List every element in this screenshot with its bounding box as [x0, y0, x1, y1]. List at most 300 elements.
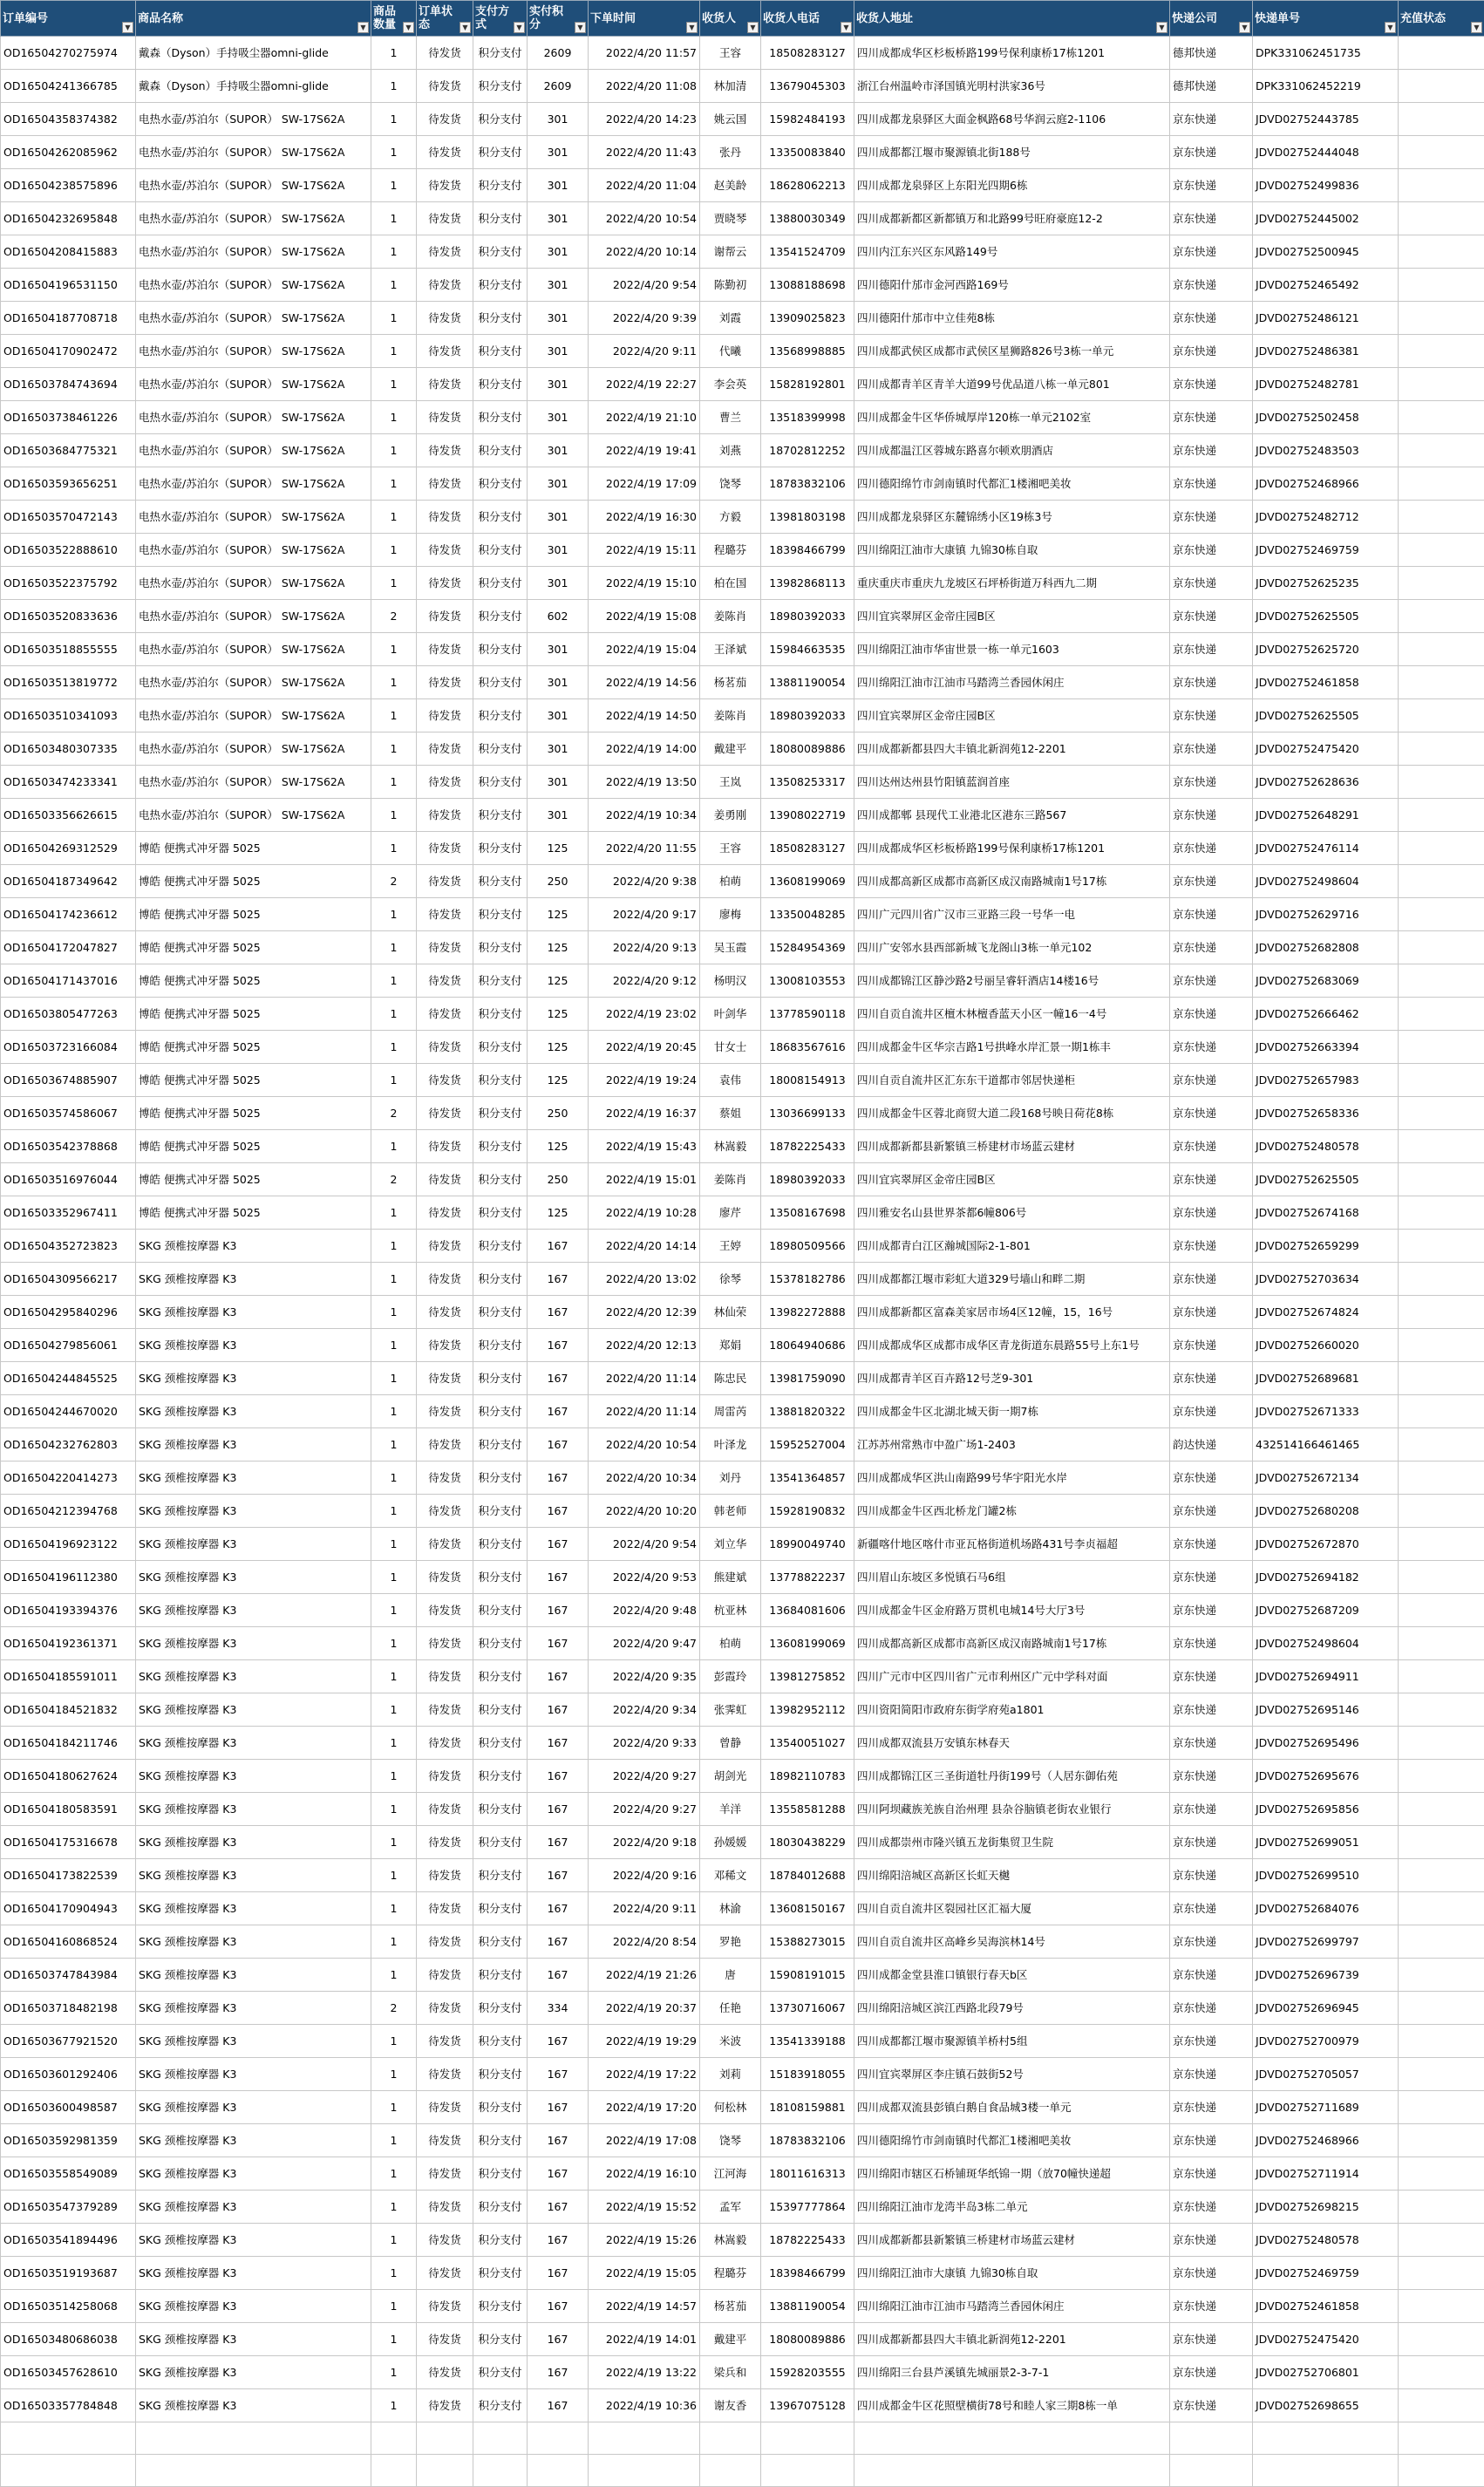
- cell-address[interactable]: 江苏苏州常熟市中盈广场1-2403: [854, 1428, 1170, 1462]
- cell-phone[interactable]: 15388273015: [761, 1925, 854, 1959]
- cell-phone[interactable]: 15928203555: [761, 2356, 854, 2389]
- cell-address[interactable]: 四川成都都江堰市彩虹大道329号墙山和畔二期: [854, 1263, 1170, 1296]
- cell-recharge-status[interactable]: [1399, 1594, 1484, 1627]
- cell-courier[interactable]: 韵达快递: [1170, 1428, 1253, 1462]
- cell-courier[interactable]: 京东快递: [1170, 1395, 1253, 1428]
- cell-payment-method[interactable]: 积分支付: [473, 1760, 528, 1793]
- cell-order-status[interactable]: 待发货: [417, 600, 473, 633]
- cell-recharge-status[interactable]: [1399, 103, 1484, 136]
- cell-recipient[interactable]: 林渝: [700, 1892, 761, 1925]
- cell-payment-method[interactable]: 积分支付: [473, 269, 528, 302]
- cell-recharge-status[interactable]: [1399, 2356, 1484, 2389]
- cell-quantity[interactable]: 1: [371, 1329, 417, 1362]
- cell-courier[interactable]: 京东快递: [1170, 766, 1253, 799]
- empty-cell[interactable]: [1170, 2422, 1253, 2455]
- cell-order-status[interactable]: 待发货: [417, 1892, 473, 1925]
- cell-product-name[interactable]: 电热水壶/苏泊尔（SUPOR） SW-17S62A: [136, 567, 371, 600]
- cell-recipient[interactable]: 韩老师: [700, 1495, 761, 1528]
- cell-quantity[interactable]: 1: [371, 1462, 417, 1495]
- cell-order-id[interactable]: OD16504241366785: [1, 70, 136, 103]
- cell-phone[interactable]: 18064940686: [761, 1329, 854, 1362]
- cell-order-id[interactable]: OD16504309566217: [1, 1263, 136, 1296]
- cell-product-name[interactable]: 电热水壶/苏泊尔（SUPOR） SW-17S62A: [136, 401, 371, 434]
- cell-order-id[interactable]: OD16503784743694: [1, 368, 136, 401]
- cell-recharge-status[interactable]: [1399, 1859, 1484, 1892]
- cell-product-name[interactable]: SKG 颈椎按摩器 K3: [136, 1760, 371, 1793]
- cell-address[interactable]: 四川成都都江堰市聚源镇北街188号: [854, 136, 1170, 169]
- cell-recipient[interactable]: 刘莉: [700, 2058, 761, 2091]
- cell-phone[interactable]: 13880030349: [761, 202, 854, 235]
- empty-cell[interactable]: [371, 2455, 417, 2487]
- cell-order-status[interactable]: 待发货: [417, 1925, 473, 1959]
- cell-recipient[interactable]: 吴玉霞: [700, 931, 761, 964]
- cell-product-name[interactable]: SKG 颈椎按摩器 K3: [136, 2224, 371, 2257]
- cell-payment-method[interactable]: 积分支付: [473, 1196, 528, 1230]
- cell-points[interactable]: 301: [528, 368, 589, 401]
- cell-quantity[interactable]: 1: [371, 1230, 417, 1263]
- cell-payment-method[interactable]: 积分支付: [473, 335, 528, 368]
- cell-address[interactable]: 四川德阳什邡市金河西路169号: [854, 269, 1170, 302]
- cell-tracking-number[interactable]: JDVD02752698215: [1253, 2191, 1399, 2224]
- cell-tracking-number[interactable]: JDVD02752480578: [1253, 2224, 1399, 2257]
- cell-payment-method[interactable]: 积分支付: [473, 1992, 528, 2025]
- cell-courier[interactable]: 京东快递: [1170, 964, 1253, 998]
- cell-points[interactable]: 167: [528, 1462, 589, 1495]
- cell-quantity[interactable]: 1: [371, 1826, 417, 1859]
- cell-courier[interactable]: 德邦快递: [1170, 37, 1253, 70]
- cell-quantity[interactable]: 2: [371, 865, 417, 898]
- cell-order-status[interactable]: 待发货: [417, 1428, 473, 1462]
- cell-phone[interactable]: 13981275852: [761, 1660, 854, 1693]
- cell-address[interactable]: 四川绵阳江油市江油市马踏湾兰香园休闲庄: [854, 666, 1170, 699]
- cell-recharge-status[interactable]: [1399, 169, 1484, 202]
- cell-product-name[interactable]: SKG 颈椎按摩器 K3: [136, 2389, 371, 2422]
- cell-order-status[interactable]: 待发货: [417, 666, 473, 699]
- cell-order-time[interactable]: 2022/4/20 14:23: [589, 103, 700, 136]
- cell-order-status[interactable]: 待发货: [417, 1627, 473, 1660]
- cell-address[interactable]: 四川宜宾翠屏区李庄镇石鼓街52号: [854, 2058, 1170, 2091]
- cell-order-time[interactable]: 2022/4/19 14:57: [589, 2290, 700, 2323]
- cell-courier[interactable]: 京东快递: [1170, 1130, 1253, 1163]
- cell-courier[interactable]: 京东快递: [1170, 2058, 1253, 2091]
- cell-order-time[interactable]: 2022/4/19 19:41: [589, 434, 700, 467]
- cell-points[interactable]: 2609: [528, 37, 589, 70]
- cell-recipient[interactable]: 林仙荣: [700, 1296, 761, 1329]
- cell-courier[interactable]: 京东快递: [1170, 1925, 1253, 1959]
- cell-order-id[interactable]: OD16504193394376: [1, 1594, 136, 1627]
- cell-recharge-status[interactable]: [1399, 1892, 1484, 1925]
- cell-order-status[interactable]: 待发货: [417, 1064, 473, 1097]
- cell-order-status[interactable]: 待发货: [417, 1594, 473, 1627]
- cell-points[interactable]: 301: [528, 501, 589, 534]
- cell-product-name[interactable]: SKG 颈椎按摩器 K3: [136, 2124, 371, 2157]
- cell-order-id[interactable]: OD16504180627624: [1, 1760, 136, 1793]
- cell-courier[interactable]: 京东快递: [1170, 534, 1253, 567]
- cell-product-name[interactable]: 博皓 便携式冲牙器 5025: [136, 865, 371, 898]
- cell-courier[interactable]: 京东快递: [1170, 2356, 1253, 2389]
- cell-payment-method[interactable]: 积分支付: [473, 235, 528, 269]
- cell-recharge-status[interactable]: [1399, 964, 1484, 998]
- cell-order-id[interactable]: OD16503519193687: [1, 2257, 136, 2290]
- cell-recharge-status[interactable]: [1399, 1230, 1484, 1263]
- cell-tracking-number[interactable]: JDVD02752671333: [1253, 1395, 1399, 1428]
- cell-order-status[interactable]: 待发货: [417, 534, 473, 567]
- cell-address[interactable]: 四川成都青羊区百卉路12号芝9-301: [854, 1362, 1170, 1395]
- cell-quantity[interactable]: 1: [371, 501, 417, 534]
- cell-recharge-status[interactable]: [1399, 2091, 1484, 2124]
- cell-phone[interactable]: 18508283127: [761, 832, 854, 865]
- cell-product-name[interactable]: 电热水壶/苏泊尔（SUPOR） SW-17S62A: [136, 202, 371, 235]
- cell-recharge-status[interactable]: [1399, 832, 1484, 865]
- cell-tracking-number[interactable]: JDVD02752687209: [1253, 1594, 1399, 1627]
- cell-tracking-number[interactable]: JDVD02752443785: [1253, 103, 1399, 136]
- cell-recipient[interactable]: 程璐芬: [700, 2257, 761, 2290]
- cell-payment-method[interactable]: 积分支付: [473, 1395, 528, 1428]
- cell-order-status[interactable]: 待发货: [417, 1031, 473, 1064]
- cell-recipient[interactable]: 廖芹: [700, 1196, 761, 1230]
- cell-order-id[interactable]: OD16504295840296: [1, 1296, 136, 1329]
- cell-recipient[interactable]: 何松林: [700, 2091, 761, 2124]
- cell-address[interactable]: 四川成都郫 县现代工业港北区港东三路567: [854, 799, 1170, 832]
- cell-recharge-status[interactable]: [1399, 1727, 1484, 1760]
- cell-points[interactable]: 301: [528, 136, 589, 169]
- cell-tracking-number[interactable]: JDVD02752703634: [1253, 1263, 1399, 1296]
- cell-product-name[interactable]: SKG 颈椎按摩器 K3: [136, 1263, 371, 1296]
- cell-order-status[interactable]: 待发货: [417, 2290, 473, 2323]
- cell-payment-method[interactable]: 积分支付: [473, 600, 528, 633]
- cell-tracking-number[interactable]: JDVD02752461858: [1253, 666, 1399, 699]
- cell-courier[interactable]: 京东快递: [1170, 898, 1253, 931]
- cell-courier[interactable]: 京东快递: [1170, 1892, 1253, 1925]
- cell-order-time[interactable]: 2022/4/19 22:27: [589, 368, 700, 401]
- cell-order-id[interactable]: OD16504175316678: [1, 1826, 136, 1859]
- filter-dropdown-icon[interactable]: ▼: [1156, 22, 1167, 33]
- cell-tracking-number[interactable]: JDVD02752700979: [1253, 2025, 1399, 2058]
- cell-phone[interactable]: 13508253317: [761, 766, 854, 799]
- cell-address[interactable]: 四川成都锦江区静沙路2号丽呈睿轩酒店14楼16号: [854, 964, 1170, 998]
- cell-product-name[interactable]: 电热水壶/苏泊尔（SUPOR） SW-17S62A: [136, 699, 371, 732]
- cell-address[interactable]: 四川成都武侯区成都市武侯区星狮路826号3栋一单元: [854, 335, 1170, 368]
- cell-order-time[interactable]: 2022/4/20 9:38: [589, 865, 700, 898]
- cell-courier[interactable]: 京东快递: [1170, 1561, 1253, 1594]
- cell-phone[interactable]: 13981803198: [761, 501, 854, 534]
- cell-order-status[interactable]: 待发货: [417, 401, 473, 434]
- cell-order-id[interactable]: OD16503805477263: [1, 998, 136, 1031]
- cell-recharge-status[interactable]: [1399, 467, 1484, 501]
- cell-product-name[interactable]: SKG 颈椎按摩器 K3: [136, 1727, 371, 1760]
- cell-recipient[interactable]: 孟军: [700, 2191, 761, 2224]
- cell-order-status[interactable]: 待发货: [417, 633, 473, 666]
- cell-recharge-status[interactable]: [1399, 2058, 1484, 2091]
- cell-product-name[interactable]: 电热水壶/苏泊尔（SUPOR） SW-17S62A: [136, 633, 371, 666]
- cell-courier[interactable]: 京东快递: [1170, 235, 1253, 269]
- cell-order-time[interactable]: 2022/4/20 10:54: [589, 202, 700, 235]
- cell-product-name[interactable]: 电热水壶/苏泊尔（SUPOR） SW-17S62A: [136, 434, 371, 467]
- cell-product-name[interactable]: SKG 颈椎按摩器 K3: [136, 2025, 371, 2058]
- cell-order-time[interactable]: 2022/4/20 9:13: [589, 931, 700, 964]
- cell-product-name[interactable]: 博皓 便携式冲牙器 5025: [136, 1163, 371, 1196]
- cell-courier[interactable]: 京东快递: [1170, 2124, 1253, 2157]
- cell-recharge-status[interactable]: [1399, 2389, 1484, 2422]
- cell-recipient[interactable]: 李会英: [700, 368, 761, 401]
- cell-tracking-number[interactable]: JDVD02752682808: [1253, 931, 1399, 964]
- cell-points[interactable]: 301: [528, 699, 589, 732]
- cell-product-name[interactable]: 电热水壶/苏泊尔（SUPOR） SW-17S62A: [136, 534, 371, 567]
- cell-order-id[interactable]: OD16503723166084: [1, 1031, 136, 1064]
- cell-product-name[interactable]: SKG 颈椎按摩器 K3: [136, 1859, 371, 1892]
- cell-tracking-number[interactable]: JDVD02752695856: [1253, 1793, 1399, 1826]
- cell-order-id[interactable]: OD16504232762803: [1, 1428, 136, 1462]
- cell-order-status[interactable]: 待发货: [417, 368, 473, 401]
- cell-tracking-number[interactable]: JDVD02752469759: [1253, 534, 1399, 567]
- cell-tracking-number[interactable]: 432514166461465: [1253, 1428, 1399, 1462]
- cell-order-status[interactable]: 待发货: [417, 2389, 473, 2422]
- cell-points[interactable]: 167: [528, 1263, 589, 1296]
- cell-address[interactable]: 四川德阳什邡市中立佳苑8栋: [854, 302, 1170, 335]
- cell-product-name[interactable]: SKG 颈椎按摩器 K3: [136, 1395, 371, 1428]
- cell-order-id[interactable]: OD16504187349642: [1, 865, 136, 898]
- cell-phone[interactable]: 18702812252: [761, 434, 854, 467]
- cell-quantity[interactable]: 1: [371, 766, 417, 799]
- cell-order-status[interactable]: 待发货: [417, 501, 473, 534]
- cell-recharge-status[interactable]: [1399, 2124, 1484, 2157]
- cell-phone[interactable]: 13608199069: [761, 865, 854, 898]
- cell-payment-method[interactable]: 积分支付: [473, 2157, 528, 2191]
- cell-order-time[interactable]: 2022/4/19 15:43: [589, 1130, 700, 1163]
- cell-recipient[interactable]: 刘霞: [700, 302, 761, 335]
- cell-payment-method[interactable]: 积分支付: [473, 666, 528, 699]
- cell-payment-method[interactable]: 积分支付: [473, 1959, 528, 1992]
- cell-tracking-number[interactable]: JDVD02752696945: [1253, 1992, 1399, 2025]
- cell-points[interactable]: 301: [528, 202, 589, 235]
- cell-payment-method[interactable]: 积分支付: [473, 169, 528, 202]
- cell-points[interactable]: 167: [528, 1594, 589, 1627]
- cell-order-status[interactable]: 待发货: [417, 699, 473, 732]
- cell-phone[interactable]: 13881190054: [761, 2290, 854, 2323]
- cell-points[interactable]: 167: [528, 1495, 589, 1528]
- cell-address[interactable]: 四川资阳简阳市政府东街学府苑a1801: [854, 1693, 1170, 1727]
- cell-order-status[interactable]: 待发货: [417, 70, 473, 103]
- cell-payment-method[interactable]: 积分支付: [473, 103, 528, 136]
- cell-courier[interactable]: 京东快递: [1170, 2323, 1253, 2356]
- cell-recharge-status[interactable]: [1399, 998, 1484, 1031]
- cell-order-status[interactable]: 待发货: [417, 202, 473, 235]
- cell-order-id[interactable]: OD16503474233341: [1, 766, 136, 799]
- cell-order-time[interactable]: 2022/4/19 21:26: [589, 1959, 700, 1992]
- cell-quantity[interactable]: 1: [371, 2058, 417, 2091]
- cell-address[interactable]: 四川成都高新区成都市高新区成汉南路城南1号17栋: [854, 1627, 1170, 1660]
- cell-quantity[interactable]: 1: [371, 1362, 417, 1395]
- empty-cell[interactable]: [761, 2455, 854, 2487]
- cell-recipient[interactable]: 戴建平: [700, 732, 761, 766]
- cell-address[interactable]: 四川成都温江区蓉城东路喜尔顿欢朋酒店: [854, 434, 1170, 467]
- cell-order-id[interactable]: OD16503674885907: [1, 1064, 136, 1097]
- cell-recharge-status[interactable]: [1399, 269, 1484, 302]
- cell-quantity[interactable]: 1: [371, 2091, 417, 2124]
- cell-product-name[interactable]: SKG 颈椎按摩器 K3: [136, 1959, 371, 1992]
- empty-cell[interactable]: [417, 2455, 473, 2487]
- cell-points[interactable]: 167: [528, 2058, 589, 2091]
- cell-order-id[interactable]: OD16504212394768: [1, 1495, 136, 1528]
- cell-order-id[interactable]: OD16503541894496: [1, 2224, 136, 2257]
- cell-payment-method[interactable]: 积分支付: [473, 766, 528, 799]
- cell-address[interactable]: 四川成都青白江区瀚城国际2-1-801: [854, 1230, 1170, 1263]
- cell-points[interactable]: 167: [528, 1859, 589, 1892]
- cell-quantity[interactable]: 2: [371, 1992, 417, 2025]
- cell-recharge-status[interactable]: [1399, 1627, 1484, 1660]
- cell-order-id[interactable]: OD16504244670020: [1, 1395, 136, 1428]
- cell-product-name[interactable]: SKG 颈椎按摩器 K3: [136, 1428, 371, 1462]
- cell-recharge-status[interactable]: [1399, 501, 1484, 534]
- cell-quantity[interactable]: 1: [371, 1959, 417, 1992]
- cell-order-status[interactable]: 待发货: [417, 1693, 473, 1727]
- cell-order-status[interactable]: 待发货: [417, 1859, 473, 1892]
- cell-order-id[interactable]: OD16503738461226: [1, 401, 136, 434]
- cell-recipient[interactable]: 饶琴: [700, 2124, 761, 2157]
- cell-quantity[interactable]: 1: [371, 401, 417, 434]
- cell-tracking-number[interactable]: JDVD02752500945: [1253, 235, 1399, 269]
- cell-recharge-status[interactable]: [1399, 732, 1484, 766]
- cell-recipient[interactable]: 曹兰: [700, 401, 761, 434]
- cell-product-name[interactable]: 电热水壶/苏泊尔（SUPOR） SW-17S62A: [136, 269, 371, 302]
- cell-courier[interactable]: 京东快递: [1170, 1826, 1253, 1859]
- cell-courier[interactable]: 京东快递: [1170, 600, 1253, 633]
- cell-order-id[interactable]: OD16504180583591: [1, 1793, 136, 1826]
- cell-tracking-number[interactable]: JDVD02752699797: [1253, 1925, 1399, 1959]
- cell-order-time[interactable]: 2022/4/20 13:02: [589, 1263, 700, 1296]
- cell-courier[interactable]: 京东快递: [1170, 1859, 1253, 1892]
- cell-recharge-status[interactable]: [1399, 2157, 1484, 2191]
- cell-quantity[interactable]: 1: [371, 1196, 417, 1230]
- cell-payment-method[interactable]: 积分支付: [473, 633, 528, 666]
- cell-courier[interactable]: 京东快递: [1170, 799, 1253, 832]
- cell-quantity[interactable]: 1: [371, 633, 417, 666]
- cell-points[interactable]: 125: [528, 1196, 589, 1230]
- cell-recipient[interactable]: 谢友香: [700, 2389, 761, 2422]
- cell-address[interactable]: 四川自贡自流井区高峰乡吴海滨林14号: [854, 1925, 1170, 1959]
- cell-payment-method[interactable]: 积分支付: [473, 1528, 528, 1561]
- cell-courier[interactable]: 京东快递: [1170, 732, 1253, 766]
- cell-recharge-status[interactable]: [1399, 1760, 1484, 1793]
- cell-order-status[interactable]: 待发货: [417, 1528, 473, 1561]
- cell-product-name[interactable]: SKG 颈椎按摩器 K3: [136, 2323, 371, 2356]
- cell-points[interactable]: 167: [528, 1627, 589, 1660]
- cell-points[interactable]: 167: [528, 1296, 589, 1329]
- cell-courier[interactable]: 京东快递: [1170, 832, 1253, 865]
- cell-product-name[interactable]: 电热水壶/苏泊尔（SUPOR） SW-17S62A: [136, 732, 371, 766]
- cell-order-status[interactable]: 待发货: [417, 766, 473, 799]
- cell-order-id[interactable]: OD16503457628610: [1, 2356, 136, 2389]
- cell-order-status[interactable]: 待发货: [417, 1130, 473, 1163]
- cell-recharge-status[interactable]: [1399, 2025, 1484, 2058]
- empty-cell[interactable]: [473, 2422, 528, 2455]
- cell-phone[interactable]: 15952527004: [761, 1428, 854, 1462]
- cell-recharge-status[interactable]: [1399, 1925, 1484, 1959]
- cell-order-time[interactable]: 2022/4/19 16:10: [589, 2157, 700, 2191]
- cell-courier[interactable]: 京东快递: [1170, 202, 1253, 235]
- cell-payment-method[interactable]: 积分支付: [473, 1362, 528, 1395]
- cell-courier[interactable]: 京东快递: [1170, 998, 1253, 1031]
- cell-address[interactable]: 四川成都锦江区三圣街道牡丹街199号（人居东御佑苑: [854, 1760, 1170, 1793]
- cell-order-status[interactable]: 待发货: [417, 2356, 473, 2389]
- cell-payment-method[interactable]: 积分支付: [473, 1064, 528, 1097]
- cell-tracking-number[interactable]: JDVD02752711689: [1253, 2091, 1399, 2124]
- cell-courier[interactable]: 京东快递: [1170, 1693, 1253, 1727]
- cell-order-time[interactable]: 2022/4/19 15:05: [589, 2257, 700, 2290]
- cell-quantity[interactable]: 1: [371, 1760, 417, 1793]
- cell-order-time[interactable]: 2022/4/19 20:37: [589, 1992, 700, 2025]
- cell-payment-method[interactable]: 积分支付: [473, 1826, 528, 1859]
- cell-payment-method[interactable]: 积分支付: [473, 1727, 528, 1760]
- cell-order-id[interactable]: OD16504279856061: [1, 1329, 136, 1362]
- cell-courier[interactable]: 京东快递: [1170, 567, 1253, 600]
- cell-recipient[interactable]: 代曦: [700, 335, 761, 368]
- empty-cell[interactable]: [1170, 2455, 1253, 2487]
- cell-quantity[interactable]: 1: [371, 1561, 417, 1594]
- cell-address[interactable]: 四川自贡自流井区檀木林檀香蓝天小区一幢16一4号: [854, 998, 1170, 1031]
- empty-cell[interactable]: [700, 2455, 761, 2487]
- cell-phone[interactable]: 15828192801: [761, 368, 854, 401]
- cell-order-id[interactable]: OD16503522888610: [1, 534, 136, 567]
- cell-tracking-number[interactable]: JDVD02752625720: [1253, 633, 1399, 666]
- cell-address[interactable]: 四川眉山东坡区多悦镇石马6组: [854, 1561, 1170, 1594]
- cell-order-time[interactable]: 2022/4/20 9:11: [589, 335, 700, 368]
- cell-tracking-number[interactable]: JDVD02752674824: [1253, 1296, 1399, 1329]
- cell-address[interactable]: 四川德阳绵竹市剑南镇时代都汇1楼湘吧美妆: [854, 2124, 1170, 2157]
- empty-cell[interactable]: [528, 2422, 589, 2455]
- cell-phone[interactable]: 15982484193: [761, 103, 854, 136]
- cell-order-time[interactable]: 2022/4/19 19:29: [589, 2025, 700, 2058]
- cell-payment-method[interactable]: 积分支付: [473, 2025, 528, 2058]
- cell-address[interactable]: 四川绵阳江油市龙湾半岛3栋二单元: [854, 2191, 1170, 2224]
- cell-order-status[interactable]: 待发货: [417, 1362, 473, 1395]
- cell-product-name[interactable]: 电热水壶/苏泊尔（SUPOR） SW-17S62A: [136, 335, 371, 368]
- cell-recipient[interactable]: 杨茗茄: [700, 666, 761, 699]
- filter-dropdown-icon[interactable]: ▼: [1471, 22, 1482, 33]
- cell-address[interactable]: 四川成都金堂县淮口镇银行春天b区: [854, 1959, 1170, 1992]
- cell-courier[interactable]: 京东快递: [1170, 1793, 1253, 1826]
- cell-order-time[interactable]: 2022/4/19 17:08: [589, 2124, 700, 2157]
- cell-product-name[interactable]: 电热水壶/苏泊尔（SUPOR） SW-17S62A: [136, 467, 371, 501]
- cell-phone[interactable]: 13778590118: [761, 998, 854, 1031]
- cell-order-status[interactable]: 待发货: [417, 732, 473, 766]
- cell-tracking-number[interactable]: JDVD02752625235: [1253, 567, 1399, 600]
- cell-tracking-number[interactable]: JDVD02752629716: [1253, 898, 1399, 931]
- cell-recharge-status[interactable]: [1399, 865, 1484, 898]
- cell-order-time[interactable]: 2022/4/20 9:16: [589, 1859, 700, 1892]
- cell-order-status[interactable]: 待发货: [417, 335, 473, 368]
- cell-points[interactable]: 167: [528, 1428, 589, 1462]
- cell-tracking-number[interactable]: JDVD02752625505: [1253, 699, 1399, 732]
- cell-payment-method[interactable]: 积分支付: [473, 1230, 528, 1263]
- cell-quantity[interactable]: 1: [371, 1627, 417, 1660]
- cell-phone[interactable]: 18108159881: [761, 2091, 854, 2124]
- cell-recipient[interactable]: 刘燕: [700, 434, 761, 467]
- cell-order-time[interactable]: 2022/4/19 14:01: [589, 2323, 700, 2356]
- cell-order-status[interactable]: 待发货: [417, 998, 473, 1031]
- cell-tracking-number[interactable]: JDVD02752461858: [1253, 2290, 1399, 2323]
- cell-tracking-number[interactable]: JDVD02752672870: [1253, 1528, 1399, 1561]
- cell-order-id[interactable]: OD16503520833636: [1, 600, 136, 633]
- cell-phone[interactable]: 15928190832: [761, 1495, 854, 1528]
- cell-tracking-number[interactable]: JDVD02752705057: [1253, 2058, 1399, 2091]
- cell-order-id[interactable]: OD16503480686038: [1, 2323, 136, 2356]
- cell-order-time[interactable]: 2022/4/19 20:45: [589, 1031, 700, 1064]
- cell-product-name[interactable]: 电热水壶/苏泊尔（SUPOR） SW-17S62A: [136, 501, 371, 534]
- cell-courier[interactable]: 京东快递: [1170, 1196, 1253, 1230]
- cell-tracking-number[interactable]: JDVD02752468966: [1253, 467, 1399, 501]
- cell-payment-method[interactable]: 积分支付: [473, 1859, 528, 1892]
